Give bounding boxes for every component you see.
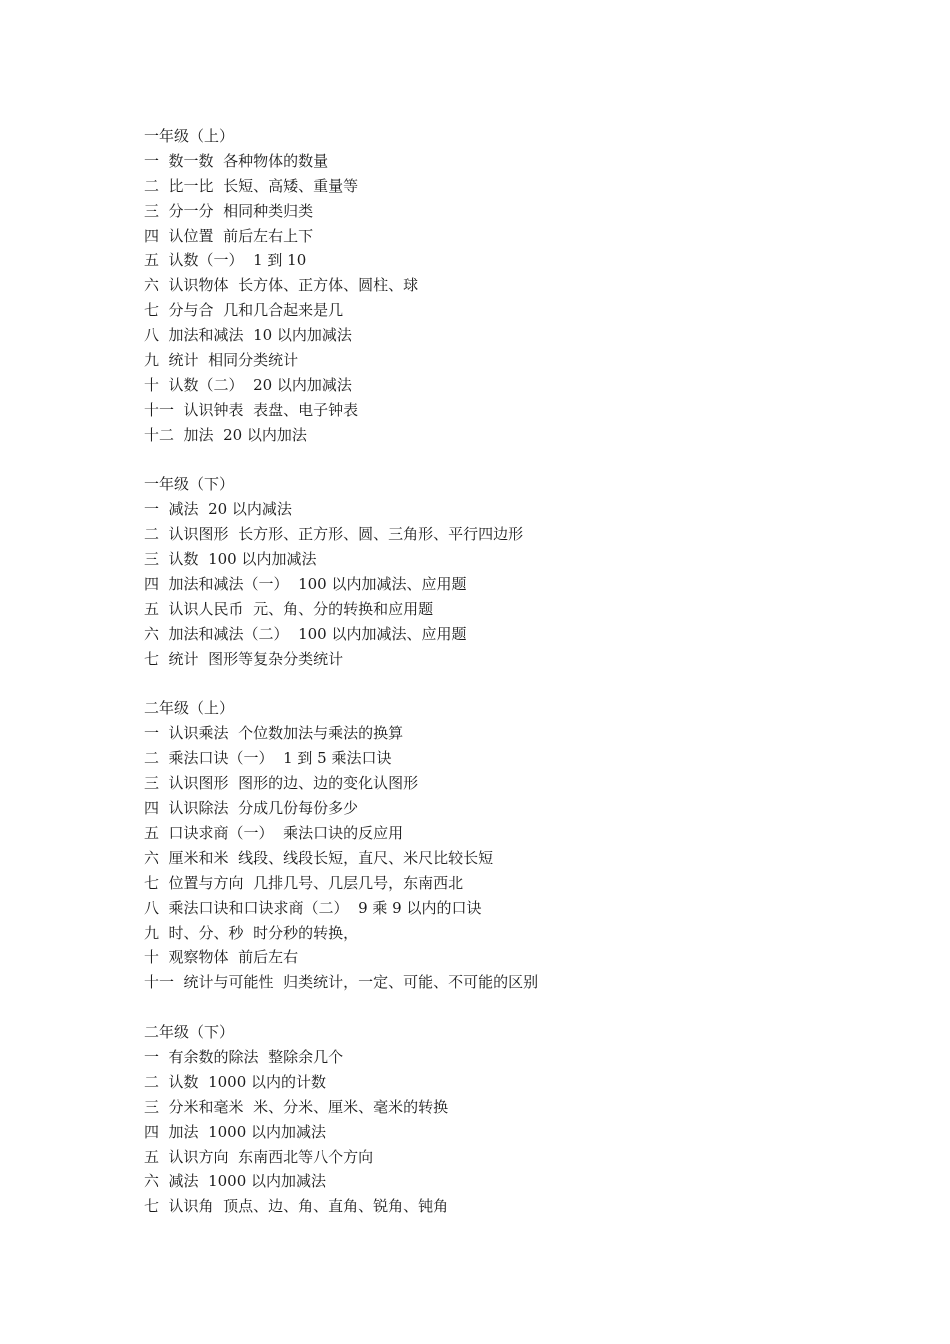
list-item: 三 认数 100 以内加减法 <box>144 550 317 569</box>
list-item: 六 厘米和米 线段、线段长短，直尺、米尺比较长短 <box>144 848 494 867</box>
list-item: 六 认识物体 长方体、正方体、圆柱、球 <box>144 276 419 295</box>
section-heading: 二年级（上） <box>144 699 235 718</box>
section-grade1-second-term <box>144 472 844 671</box>
list-item: 四 加法和减法（一） 100 以内加减法、应用题 <box>144 575 467 594</box>
section-grade2-first-term <box>144 696 844 995</box>
list-item: 三 分一分 相同种类归类 <box>144 201 314 220</box>
list-item: 六 加法和减法（二） 100 以内加减法、应用题 <box>144 624 467 643</box>
list-item: 八 加法和减法 10 以内加减法 <box>144 326 352 345</box>
list-item: 六 减法 1000 以内加减法 <box>144 1172 327 1191</box>
section-heading: 一年级（上） <box>144 127 235 145</box>
list-item: 一 减法 20 以内减法 <box>144 500 292 519</box>
list-item: 一 有余数的除法 整除余几个 <box>144 1047 344 1066</box>
list-item: 五 口诀求商（一） 乘法口诀的反应用 <box>144 823 404 842</box>
list-item: 七 分与合 几和几合起来是几 <box>144 301 344 320</box>
list-item: 十一 认识钟表 表盘、电子钟表 <box>144 400 359 419</box>
list-item: 三 分米和毫米 米、分米、厘米、毫米的转换 <box>144 1097 449 1116</box>
list-item: 五 认数（一） 1 到 10 <box>144 251 307 270</box>
list-item: 二 比一比 长短、高矮、重量等 <box>144 176 359 195</box>
list-item: 一 认识乘法 个位数加法与乘法的换算 <box>144 724 404 743</box>
list-item: 三 认识图形 图形的边、边的变化认图形 <box>144 774 419 793</box>
list-item: 二 乘法口诀（一） 1 到 5 乘法口诀 <box>144 749 392 768</box>
list-item: 七 认识角 顶点、边、角、直角、锐角、钝角 <box>144 1197 449 1216</box>
list-item: 二 认识图形 长方形、正方形、圆、三角形、平行四边形 <box>144 525 524 544</box>
list-item: 十二 加法 20 以内加法 <box>144 425 307 444</box>
section-grade1-first-term <box>144 124 844 448</box>
list-item: 五 认识人民币 元、角、分的转换和应用题 <box>144 599 434 618</box>
list-item: 九 统计 相同分类统计 <box>144 351 299 370</box>
list-item: 二 认数 1000 以内的计数 <box>144 1072 327 1091</box>
list-item: 八 乘法口诀和口诀求商（二） 9 乘 9 以内的口诀 <box>144 898 482 917</box>
list-item: 四 加法 1000 以内加减法 <box>144 1122 327 1141</box>
list-item: 十 观察物体 前后左右 <box>144 948 299 967</box>
list-item: 一 数一数 各种物体的数量 <box>144 151 329 170</box>
section-grade2-second-term <box>144 1020 844 1219</box>
list-item: 七 位置与方向 几排几号、几层几号，东南西北 <box>144 873 464 892</box>
document-page <box>144 124 844 1219</box>
list-item: 十 认数（二） 20 以内加减法 <box>144 375 352 394</box>
list-item: 九 时、分、秒 时分秒的转换， <box>144 923 359 942</box>
section-heading: 二年级（下） <box>144 1023 235 1042</box>
list-item: 五 认识方向 东南西北等八个方向 <box>144 1147 374 1166</box>
list-item: 四 认识除法 分成几份每份多少 <box>144 799 359 818</box>
list-item: 四 认位置 前后左右上下 <box>144 226 314 245</box>
list-item: 七 统计 图形等复杂分类统计 <box>144 649 344 668</box>
list-item: 十一 统计与可能性 归类统计，一定、可能、不可能的区别 <box>144 973 539 992</box>
section-heading: 一年级（下） <box>144 475 235 494</box>
